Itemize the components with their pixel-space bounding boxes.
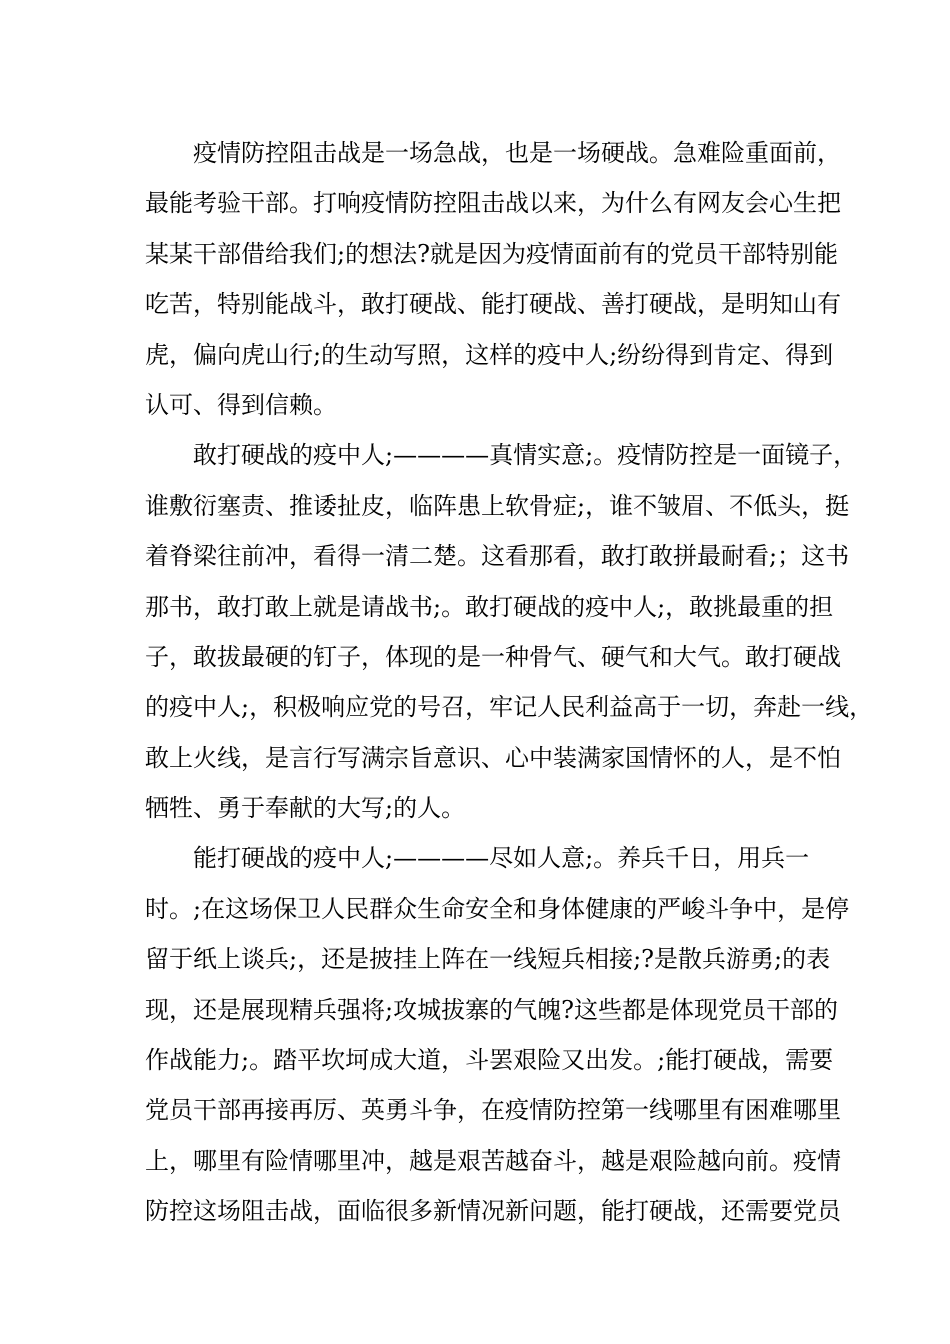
text-line: 着脊梁往前冲，看得一清二楚。这看那看，敢打敢拼最耐看;；这书 xyxy=(145,542,850,571)
text-line: 时。;在这场保卫人民群众生命安全和身体健康的严峻斗争中，是停 xyxy=(145,894,850,923)
body-text xyxy=(145,128,874,1237)
text-line: 认可、得到信赖。 xyxy=(145,390,337,419)
text-line: 能打硬战的疫中人;————尽如人意;。养兵千日，用兵一 xyxy=(145,844,810,873)
text-line: 疫情防控阻击战是一场急战，也是一场硬战。急难险重面前， xyxy=(145,139,841,167)
text-line: 的疫中人;，积极响应党的号召，牢记人民利益高于一切，奔赴一线， xyxy=(145,693,874,722)
text-line: 作战能力;。踏平坎坷成大道，斗罢艰险又出发。;能打硬战，需要 xyxy=(145,1046,834,1075)
text-line: 防控这场阻击战，面临很多新情况新问题，能打硬战，还需要党员 xyxy=(145,1197,841,1226)
text-line: 谁敷衍塞责、推诿扯皮，临阵患上软骨症;，谁不皱眉、不低头，挺 xyxy=(145,491,850,520)
text-line: 党员干部再接再厉、英勇斗争，在疫情防控第一线哪里有困难哪里 xyxy=(145,1096,841,1125)
text-line: 敢打硬战的疫中人;————真情实意;。疫情防控是一面镜子， xyxy=(145,441,858,470)
text-line: 某某干部借给我们;的想法?就是因为疫情面前有的党员干部特别能 xyxy=(145,239,838,268)
text-line: 虎，偏向虎山行;的生动写照，这样的疫中人;纷纷得到肯定、得到 xyxy=(145,340,834,369)
text-line: 留于纸上谈兵;，还是披挂上阵在一线短兵相接;?是散兵游勇;的表 xyxy=(145,945,831,974)
text-line: 现，还是展现精兵强将;攻城拔寨的气魄?这些都是体现党员干部的 xyxy=(145,995,838,1024)
text-line: 敢上火线，是言行写满宗旨意识、心中装满家国情怀的人，是不怕 xyxy=(145,743,841,772)
text-line: 那书，敢打敢上就是请战书;。敢打硬战的疫中人;，敢挑最重的担 xyxy=(145,592,834,621)
text-line: 子，敢拔最硬的钉子，体现的是一种骨气、硬气和大气。敢打硬战 xyxy=(145,642,841,671)
text-line: 吃苦，特别能战斗，敢打硬战、能打硬战、善打硬战，是明知山有 xyxy=(145,290,841,319)
text-line: 牺牲、勇于奉献的大写;的人。 xyxy=(145,794,466,823)
text-line: 上，哪里有险情哪里冲，越是艰苦越奋斗，越是艰险越向前。疫情 xyxy=(145,1146,841,1175)
text-line: 最能考验干部。打响疫情防控阻击战以来，为什么有网友会心生把 xyxy=(145,189,841,218)
